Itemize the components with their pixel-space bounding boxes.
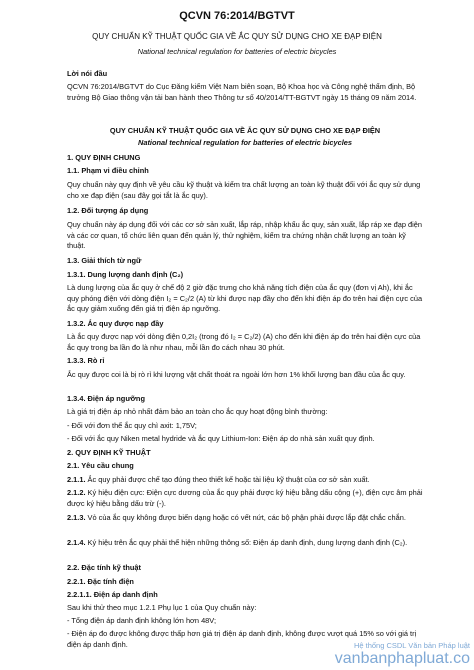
clause-text: Ký hiệu trên ắc quy phải thể hiện những thông số: Điện áp danh định, dung lượng danh định (C₂). xyxy=(85,538,408,547)
heading-2: 2. QUY ĐỊNH KỸ THUẬT xyxy=(67,448,151,457)
heading-2-2-1-1: 2.2.1.1. Điện áp danh định xyxy=(67,590,158,599)
paragraph-1-3-1: Là dung lượng của ắc quy ở chế độ 2 giờ đặc trưng cho khả năng tích điện của ắc quy (đơn vị Ah), khi ắc quy phóng điện với dòng điện I₂ = C₂/2 (A) từ khi được nạp đầy cho đến khi điện áp đo trên hai điện cực của ắc quy giảm xuống đến giá trị điện áp ngưỡng. xyxy=(67,283,423,314)
paragraph-1-3-4: Là giá trị điện áp nhỏ nhất đảm bảo an toàn cho ắc quy hoạt động bình thường: xyxy=(67,407,328,416)
list-item: - Đối với đơn thể ắc quy chì axit: 1,75V; xyxy=(67,421,197,430)
foreword-heading: Lời nói đầu xyxy=(67,69,108,78)
paragraph-2-1-1 xyxy=(67,475,423,486)
document-title: QUY CHUẨN KỸ THUẬT QUỐC GIA VỀ ẮC QUY SỬ DỤNG CHO XE ĐẠP ĐIỆN xyxy=(92,32,382,41)
section-title-en: National technical regulation for batteries of electric bicycles xyxy=(138,138,352,147)
paragraph-1-3-3: Ắc quy được coi là bị rò rỉ khi lượng vật chất thoát ra ngoài lớn hơn 1% khối lượng ban đầu của ắc quy. xyxy=(67,370,406,379)
paragraph-2-1-2 xyxy=(67,488,423,509)
clause-number: 2.1.2. xyxy=(67,488,86,497)
clause-text: Vỏ của ắc quy không được biến dạng hoặc có vết nứt, các bộ phận phải được lắp đặt chắc chắn. xyxy=(85,513,406,522)
heading-2-2-1: 2.2.1. Đặc tính điện xyxy=(67,577,134,586)
heading-1-3-1: 1.3.1. Dung lượng danh định (C₂) xyxy=(67,270,184,279)
paragraph-1-1: Quy chuẩn này quy định về yêu cầu kỹ thuật và kiểm tra chất lượng an toàn kỹ thuật đối với ắc quy sử dụng cho xe đạp điện (sau đây gọi tắt là ắc quy). xyxy=(67,180,421,200)
clause-text: Ắc quy phải được chế tạo đúng theo thiết kế hoặc tài liệu kỹ thuật của cơ sở sản xuất. xyxy=(85,475,370,484)
paragraph-1-2: Quy chuẩn này áp dụng đối với các cơ sở sản xuất, lắp ráp, nhập khẩu ắc quy, sản xuất, lắp ráp xe đạp điện và các cơ quan, tổ chức liên quan đến quản lý, thử nghiệm, kiểm tra chứng nhận chất lượng an toàn kỹ thuật. xyxy=(67,220,423,251)
paragraph-2-1-3 xyxy=(67,513,423,524)
list-item: - Điện áp đo được không được thấp hơn giá trị điện áp danh định, không được vượt quá 15% so với giá trị điện áp danh định. xyxy=(67,629,417,649)
heading-2-1: 2.1. Yêu cầu chung xyxy=(67,461,134,470)
list-item: - Tổng điện áp danh định không lớn hơn 48V; xyxy=(67,616,216,625)
heading-1-3-3: 1.3.3. Rò rỉ xyxy=(67,356,105,365)
heading-1: 1. QUY ĐỊNH CHUNG xyxy=(67,153,141,162)
heading-1-3-4: 1.3.4. Điện áp ngưỡng xyxy=(67,394,145,403)
watermark-site: vanbanphapluat.co xyxy=(334,650,470,667)
paragraph-2-1-4 xyxy=(67,538,423,549)
section-title: QUY CHUẨN KỸ THUẬT QUỐC GIA VỀ ẮC QUY SỬ DỤNG CHO XE ĐẠP ĐIỆN xyxy=(109,126,381,135)
watermark-caption: Hệ thống CSDL Văn bản Pháp luật xyxy=(353,641,470,650)
heading-1-3: 1.3. Giải thích từ ngữ xyxy=(67,256,142,265)
foreword-text: QCVN 76:2014/BGTVT do Cục Đăng kiểm Việt Nam biên soạn, Bộ Khoa học và Công nghệ thẩm định, Bộ trưởng Bộ Giao thông vận tải ban hành theo Thông tư số 40/2014/TT-BGTVT ngày 15 tháng 09 năm 2014. xyxy=(67,82,417,102)
paragraph-2-2-1-1: Sau khi thử theo mục 1.2.1 Phụ lục 1 của Quy chuẩn này: xyxy=(67,603,257,612)
heading-2-2: 2.2. Đặc tính kỹ thuật xyxy=(67,563,141,572)
clause-number: 2.1.3. xyxy=(67,513,86,522)
heading-1-1: 1.1. Phạm vi điều chỉnh xyxy=(67,166,149,175)
watermark xyxy=(335,641,470,668)
heading-1-2: 1.2. Đối tượng áp dụng xyxy=(67,206,149,215)
clause-text: Ký hiệu điện cực: Điện cực dương của ắc quy phải được ký hiệu bằng dấu cộng (+), điện cực âm phải được ký hiệu bằng dấu trừ (-). xyxy=(67,488,423,508)
paragraph-1-3-2: Là ắc quy được nạp với dòng điện 0,2I₂ (trong đó I₂ = C₂/2) (A) cho đến khi điện áp đo trên hai điện cực của ắc quy trong ba lần đo là như nhau, mỗi lần đo cách nhau 30 phút. xyxy=(67,332,421,352)
document-title-en: National technical regulation for batteries of electric bicycles xyxy=(137,47,337,56)
clause-number: 2.1.1. xyxy=(67,475,86,484)
list-item: - Đối với ắc quy Niken metal hydride và ắc quy Lithium-Ion: Điện áp do nhà sản xuất quy định. xyxy=(67,434,375,443)
heading-1-3-2: 1.3.2. Ắc quy được nạp đầy xyxy=(67,319,164,328)
document-code: QCVN 76:2014/BGTVT xyxy=(179,10,295,22)
clause-number: 2.1.4. xyxy=(67,538,86,547)
